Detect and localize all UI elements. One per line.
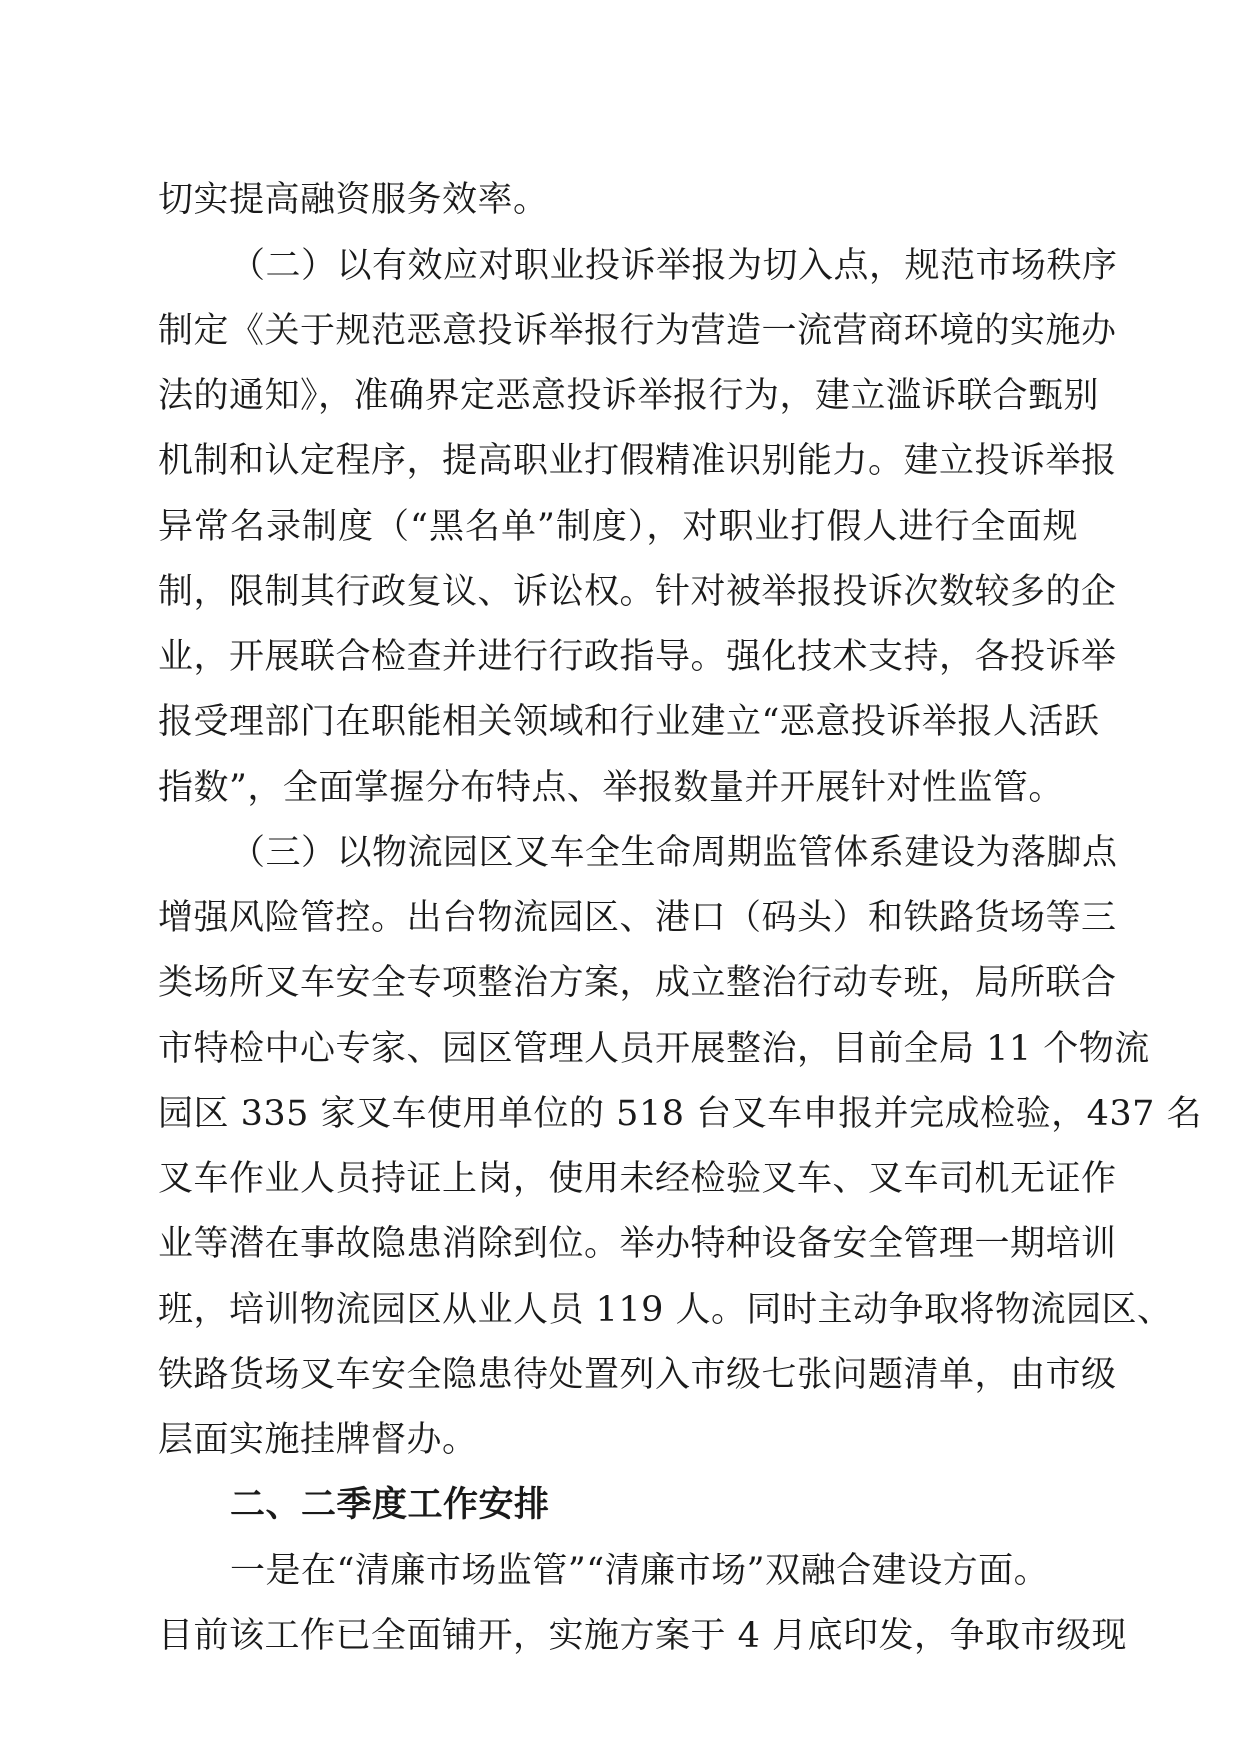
text-line: 机制和认定程序，提高职业打假精准识别能力。建立投诉举报: [158, 441, 1117, 481]
text-line: 一是在“清廉市场监管”“清廉市场”双融合建设方面。: [230, 1551, 1050, 1591]
text-line: 班，培训物流园区从业人员 119 人。同时主动争取将物流园区、: [158, 1290, 1173, 1330]
text-line: 目前该工作已全面铺开，实施方案于 4 月底印发，争取市级现: [158, 1616, 1128, 1656]
text-line: 园区 335 家叉车使用单位的 518 台叉车申报并完成检验，437 名: [158, 1094, 1203, 1134]
text-line: 制定《关于规范恶意投诉举报行为营造一流营商环境的实施办: [158, 311, 1117, 351]
text-line: 增强风险管控。出台物流园区、港口（码头）和铁路货场等三: [158, 898, 1117, 938]
text-line: 制，限制其行政复议、诉讼权。针对被举报投诉次数较多的企: [158, 572, 1117, 612]
text-line: 业等潜在事故隐患消除到位。举办特种设备安全管理一期培训: [158, 1224, 1117, 1264]
section-title-q2-plan: 二、二季度工作安排: [230, 1485, 550, 1525]
text-line: 叉车作业人员持证上岗，使用未经检验叉车、叉车司机无证作: [158, 1159, 1117, 1199]
text-line: 切实提高融资服务效率。: [158, 180, 549, 220]
text-line: 市特检中心专家、园区管理人员开展整治，目前全局 11 个物流: [158, 1029, 1150, 1069]
text-line: 铁路货场叉车安全隐患待处置列入市级七张问题清单，由市级: [158, 1355, 1117, 1395]
text-line: 业，开展联合检查并进行行政指导。强化技术支持，各投诉举: [158, 637, 1117, 677]
text-line: 层面实施挂牌督办。: [158, 1420, 478, 1460]
text-line: 报受理部门在职能相关领域和行业建立“恶意投诉举报人活跃: [158, 702, 1100, 742]
section-heading-2: （二）以有效应对职业投诉举报为切入点，规范市场秩序: [230, 246, 1118, 286]
section-heading-3: （三）以物流园区叉车全生命周期监管体系建设为落脚点: [230, 833, 1118, 873]
text-line: 异常名录制度（“黑名单”制度），对职业打假人进行全面规: [158, 507, 1078, 547]
text-line: 指数”，全面掌握分布特点、举报数量并开展针对性监管。: [158, 768, 1064, 808]
text-line: 类场所叉车安全专项整治方案，成立整治行动专班，局所联合: [158, 963, 1117, 1003]
text-line: 法的通知》，准确界定恶意投诉举报行为，建立滥诉联合甄别: [158, 376, 1100, 416]
